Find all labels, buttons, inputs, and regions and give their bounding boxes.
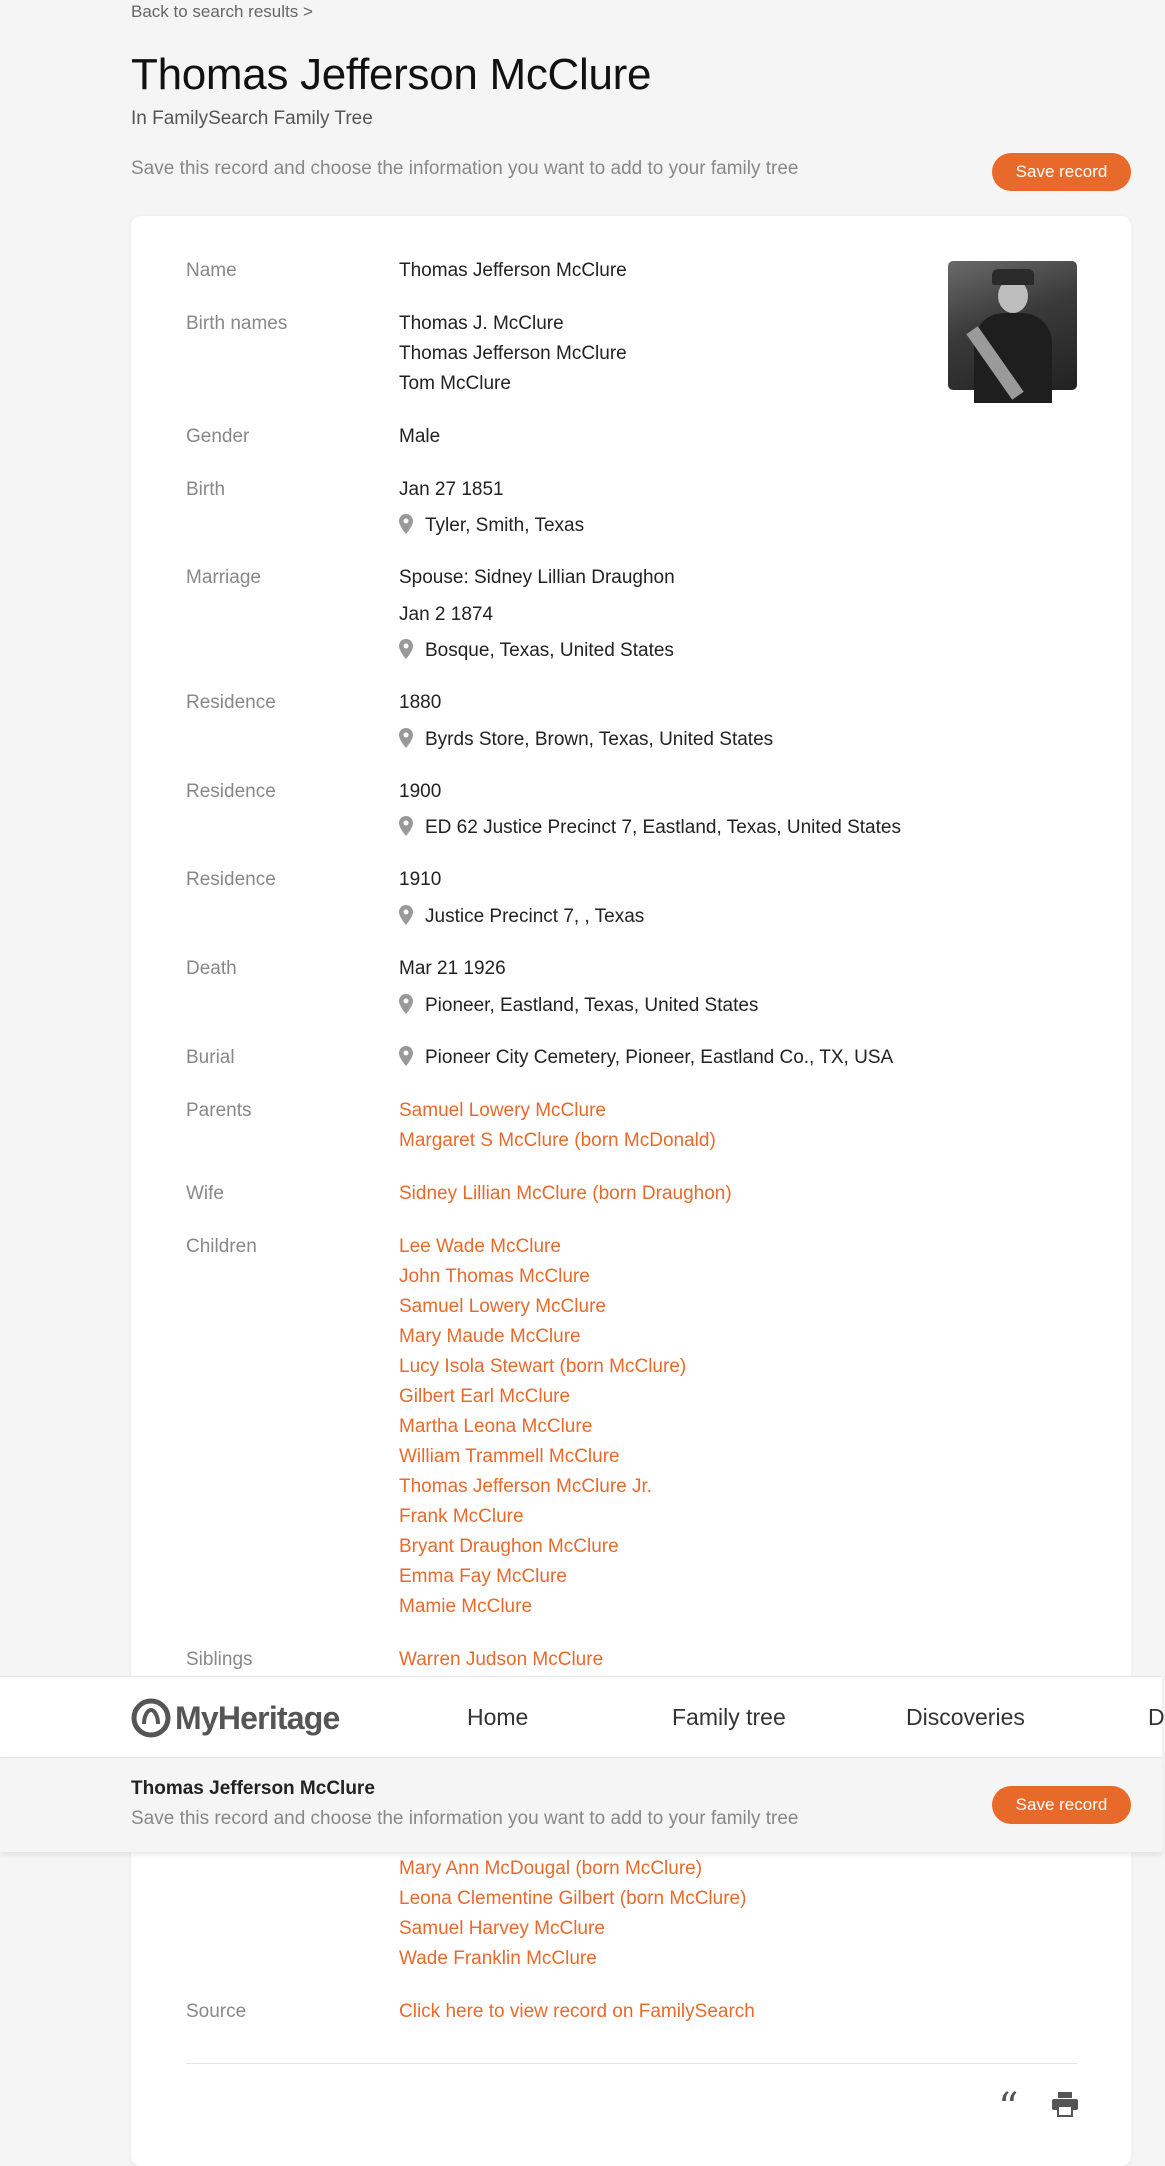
child-link[interactable]: John Thomas McClure [399,1266,590,1287]
card-divider [186,2063,1077,2064]
map-pin-icon [399,639,413,659]
marriage-date: Jan 2 1874 [399,604,494,625]
birth-date: Jan 27 1851 [399,479,504,500]
marriage-label: Marriage [186,567,261,588]
child-link[interactable]: Gilbert Earl McClure [399,1386,571,1407]
nav-discoveries[interactable]: Discoveries [906,1704,1025,1730]
residence-place: ED 62 Justice Precinct 7, Eastland, Texas, United States [399,816,901,839]
sticky-save-record-button[interactable]: Save record [992,1786,1131,1824]
marriage-place: Bosque, Texas, United States [399,639,674,662]
residence-label: Residence [186,781,276,802]
gender-label: Gender [186,426,250,447]
child-link[interactable]: Lee Wade McClure [399,1236,561,1257]
sticky-save-description: Save this record and choose the information you want to add to your family tree [131,1808,799,1829]
sibling-link[interactable]: Mary Ann McDougal (born McClure) [399,1858,703,1879]
profile-photo[interactable] [948,261,1077,390]
birth-name: Thomas J. McClure [399,313,564,334]
wife-link[interactable]: Sidney Lillian McClure (born Draughon) [399,1183,732,1204]
nav-overflow-item[interactable]: D [1148,1704,1165,1730]
death-date: Mar 21 1926 [399,958,506,979]
child-link[interactable]: Thomas Jefferson McClure Jr. [399,1476,653,1497]
death-label: Death [186,958,237,979]
save-record-button[interactable]: Save record [992,153,1131,191]
child-link[interactable]: Martha Leona McClure [399,1416,593,1437]
quote-icon[interactable]: “ [998,2085,1019,2131]
name-label: Name [186,260,237,281]
death-place: Pioneer, Eastland, Texas, United States [399,994,758,1017]
print-icon[interactable] [1052,2092,1078,2116]
nav-home[interactable]: Home [467,1704,529,1730]
child-link[interactable]: Samuel Lowery McClure [399,1296,606,1317]
page-title: Thomas Jefferson McClure [131,50,652,99]
residence-year: 1900 [399,781,442,802]
residence-place: Justice Precinct 7, , Texas [399,905,644,928]
wife-label: Wife [186,1183,224,1204]
burial-place: Pioneer City Cemetery, Pioneer, Eastland Co., TX, USA [399,1046,893,1069]
siblings-label: Siblings [186,1649,253,1670]
map-pin-icon [399,905,413,925]
myheritage-logo[interactable] [131,1696,340,1740]
residence-place: Byrds Store, Brown, Texas, United States [399,728,773,751]
child-link[interactable]: William Trammell McClure [399,1446,620,1467]
child-link[interactable]: Emma Fay McClure [399,1566,567,1587]
sibling-link[interactable]: Leona Clementine Gilbert (born McClure) [399,1888,747,1909]
map-pin-icon [399,514,413,534]
birth-name: Thomas Jefferson McClure [399,343,627,364]
save-description: Save this record and choose the information you want to add to your family tree [131,158,799,179]
source-label: Source [186,2001,247,2022]
nav-family-tree[interactable]: Family tree [672,1704,786,1730]
children-label: Children [186,1236,257,1257]
residence-year: 1910 [399,869,442,890]
residence-label: Residence [186,692,276,713]
source-link[interactable]: Click here to view record on FamilySearch [399,2001,755,2022]
child-link[interactable]: Frank McClure [399,1506,524,1527]
myheritage-logo-icon [131,1698,171,1738]
sticky-record-name: Thomas Jefferson McClure [131,1778,375,1799]
page-subtitle: In FamilySearch Family Tree [131,108,373,129]
back-to-search-link[interactable]: Back to search results > [131,2,313,21]
map-pin-icon [399,816,413,836]
birth-place: Tyler, Smith, Texas [399,514,584,537]
parent-link[interactable]: Samuel Lowery McClure [399,1100,606,1121]
map-pin-icon [399,994,413,1014]
child-link[interactable]: Mamie McClure [399,1596,533,1617]
map-pin-icon [399,1046,413,1066]
sticky-save-bar [0,1758,1162,1852]
logo-text: MyHeritage [175,1699,340,1736]
birth-name: Tom McClure [399,373,511,394]
birth-names-label: Birth names [186,313,288,334]
child-link[interactable]: Lucy Isola Stewart (born McClure) [399,1356,687,1377]
map-pin-icon [399,728,413,748]
site-navbar [0,1676,1165,1758]
residence-year: 1880 [399,692,442,713]
sibling-link[interactable]: Wade Franklin McClure [399,1948,597,1969]
parent-link[interactable]: Margaret S McClure (born McDonald) [399,1130,716,1151]
child-link[interactable]: Mary Maude McClure [399,1326,581,1347]
parents-label: Parents [186,1100,252,1121]
name-value: Thomas Jefferson McClure [399,260,627,281]
child-link[interactable]: Bryant Draughon McClure [399,1536,619,1557]
sibling-link[interactable]: Samuel Harvey McClure [399,1918,605,1939]
gender-value: Male [399,426,441,447]
sibling-link[interactable]: Warren Judson McClure [399,1649,604,1670]
residence-label: Residence [186,869,276,890]
marriage-spouse: Spouse: Sidney Lillian Draughon [399,567,675,588]
birth-label: Birth [186,479,226,500]
burial-label: Burial [186,1047,235,1068]
